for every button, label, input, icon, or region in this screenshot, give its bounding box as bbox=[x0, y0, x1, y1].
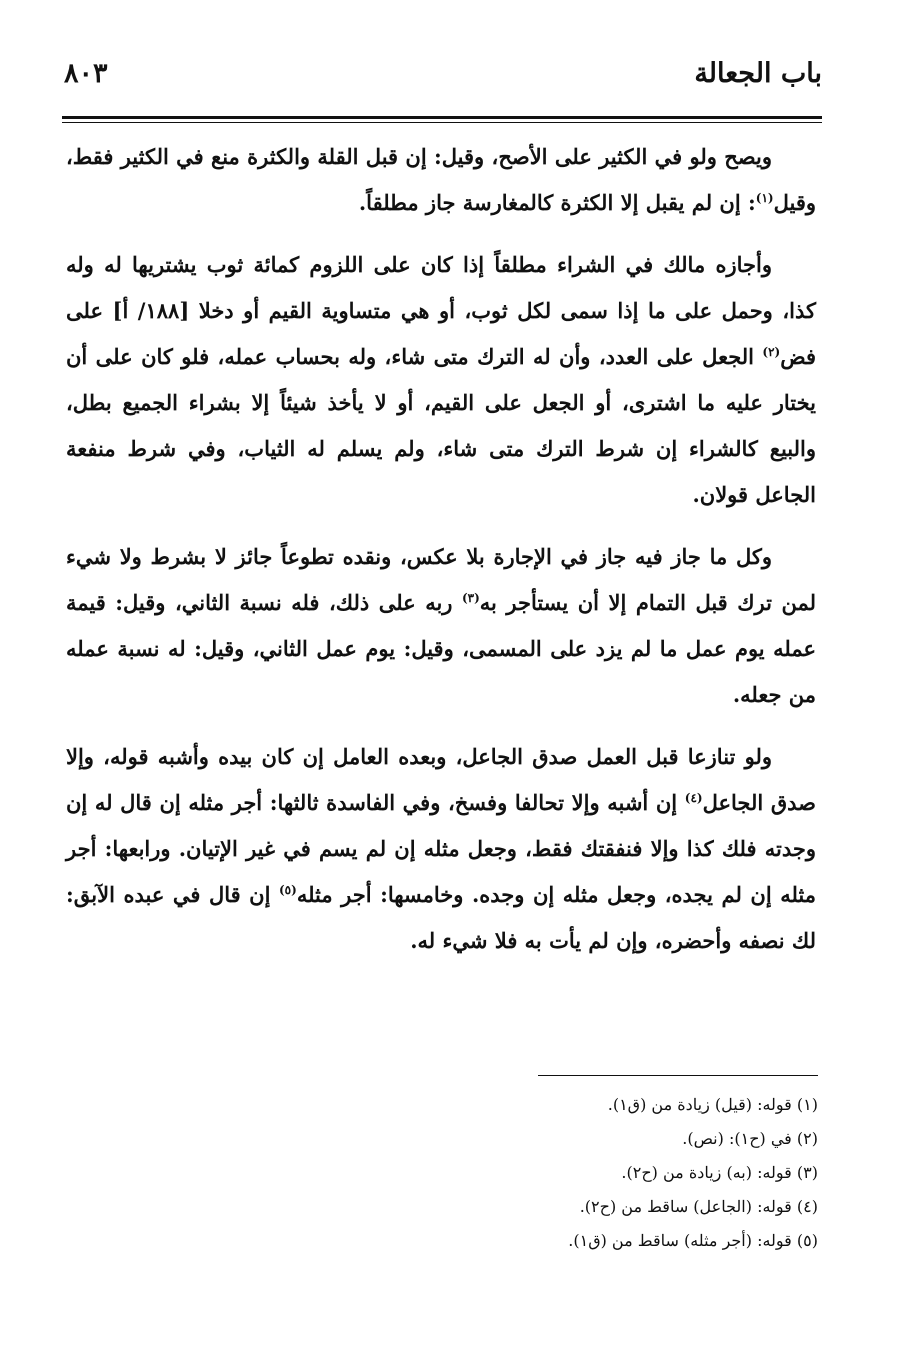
footnote-marker: (١) bbox=[755, 191, 774, 205]
paragraph-text: ربه على ذلك، فله نسبة الثاني، وقيل: قيمة عمله يوم عمل ما لم يزد على المسمى، وقيل: يوم عمل الثاني، وقيل: له نسبة عمله من جعله. bbox=[66, 590, 816, 707]
paragraph-text: : إن لم يقبل إلا الكثرة كالمغارسة جاز مطلقاً. bbox=[358, 190, 756, 215]
paragraph-text: إن أشبه وإلا تحالفا وفسخ، وفي الفاسدة ثالثها: أجر مثله إن قال له إن وجدته فلك كذا وإلا فنفقتك فقط، وجعل مثله إن لم يسم في غير الإتيان. ورابعها: أجر مثله إن لم يجده، وجعل مثله إن وجده. وخامسها: أجر مثله bbox=[66, 790, 816, 907]
footnote-marker: (٤) bbox=[684, 791, 703, 805]
paragraph bbox=[66, 734, 816, 964]
footnote-marker: (٣) bbox=[461, 591, 480, 605]
paragraph-text: وأجازه مالك في الشراء مطلقاً إذا كان على اللزوم كمائة ثوب يشتريها له وله كذا، وحمل على ما إذا سمى لكل ثوب، أو هي متساوية القيم أو دخلا [١٨٨/ أ] على فض bbox=[66, 252, 816, 369]
paragraph-text: ويصح ولو في الكثير على الأصح، وقيل: إن قبل القلة والكثرة منع في الكثير فقط، وقيل bbox=[66, 144, 816, 215]
header-rule-thin bbox=[62, 122, 822, 123]
paragraph-text: إن قال في عبده الآبق: لك نصفه وأحضره، وإن لم يأت به فلا شيء له. bbox=[66, 882, 816, 953]
footnote-4: (٤) قوله: (الجاعل) ساقط من (ح٢). bbox=[579, 1197, 818, 1216]
paragraph-text: الجعل على العدد، وأن له الترك متى شاء، وله بحساب عمله، فلو كان على أن يختار عليه ما اشترى، أو الجعل على القيم، أو لا يأخذ شيئاً إلا بشراء الجميع بطل، والبيع كالشراء إن شرط الترك متى شاء، ولم يسلم له الثياب، وفي شرط منفعة الجاعل قولان. bbox=[66, 344, 816, 507]
chapter-title: باب الجعالة bbox=[694, 58, 822, 89]
paragraph bbox=[66, 134, 816, 226]
paragraph bbox=[66, 242, 816, 518]
paragraph-text: وكل ما جاز فيه جاز في الإجارة بلا عكس، ونقده تطوعاً جائز لا بشرط ولا شيء لمن ترك قبل التمام إلا أن يستأجر به bbox=[66, 544, 816, 615]
footnote-2: (٢) في (ح١): (نص). bbox=[682, 1129, 818, 1148]
footnote-separator bbox=[538, 1075, 818, 1076]
main-text bbox=[66, 134, 816, 980]
page-number: ٨٠٣ bbox=[64, 58, 108, 89]
footnotes bbox=[300, 1088, 818, 1258]
footnote-3: (٣) قوله: (به) زيادة من (ح٢). bbox=[621, 1163, 818, 1182]
paragraph bbox=[66, 534, 816, 718]
footnote-marker: (٢) bbox=[762, 345, 781, 359]
footnote-5: (٥) قوله: (أجر مثله) ساقط من (ق١). bbox=[568, 1231, 818, 1250]
page-header bbox=[60, 52, 822, 104]
footnote-marker: (٥) bbox=[278, 883, 297, 897]
footnote-1: (١) قوله: (قيل) زيادة من (ق١). bbox=[607, 1095, 818, 1114]
paragraph-text: ولو تنازعا قبل العمل صدق الجاعل، وبعده العامل إن كان بيده وأشبه قوله، وإلا صدق الجاعل bbox=[66, 744, 816, 815]
header-rule-thick bbox=[62, 116, 822, 119]
